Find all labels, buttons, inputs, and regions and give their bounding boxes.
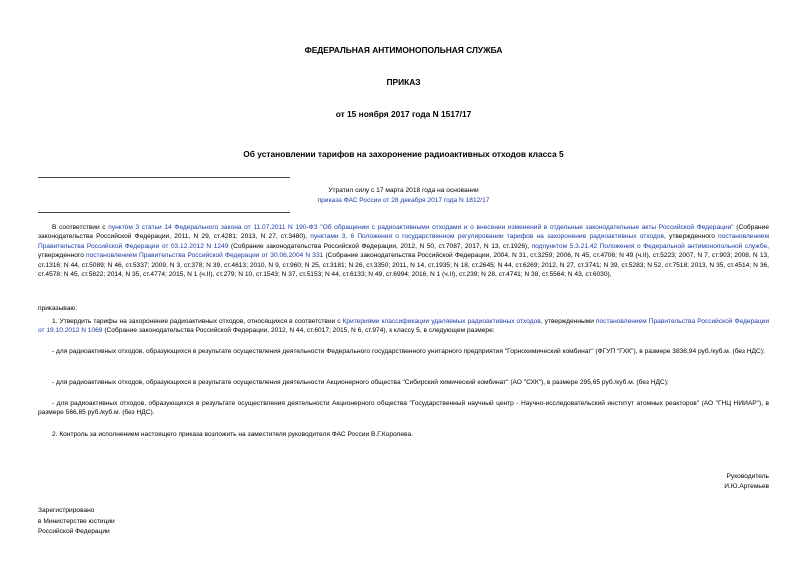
agency-name: ФЕДЕРАЛЬНАЯ АНТИМОНОПОЛЬНАЯ СЛУЖБА: [304, 45, 503, 55]
preamble-text-6: (Собрание законодательства Российской Федерации, 2004, N 31, ст.3259; 2006, N 45, ст.4706; N 49 (ч.II), ст.5223; 2007, N 7, ст.903; 2008, N 13, ст.1316; N 44, ст.5089; N 46, ст.5337; 2009, N 3, ст.378; N 39, ст.4613; 2010, N 9, ст.960; N 25, ст.3181; N 26, ст.3350; 2011, N 14, ст.1935; N 18, ст.2645; N 44, ст.6269; 2012, N 27, ст.3741; N 39, ст.5283; N 52, ст.7518; 2013, N 35, ст.4514; N 36, ст.4578; N 45, ст.5822; 2014, N 35, ст.4774; 2015, N 1 (ч.II), ст.279; N 10, ст.1543; N 37, ст.5153; N 44, ст.6133; N 49, ст.6994; 2016, N 1 (ч.II), ст.239; N 28, ст.4741; N 38, ст.5564; N 43, ст.6030),: [38, 252, 769, 279]
preamble-paragraph: [38, 223, 769, 279]
rate-item-ggk: - для радиоактивных отходов, образующихся в результате осуществления деятельности Федерального государственного унитарного предприятия "Горнохимический комбинат" (ФГУП "ГХК"), в размере 3836,94 руб./куб.м. (без НДС);: [52, 348, 765, 355]
resolution-1069-link[interactable]: постановлением Правительства Российской Федерации от 19.10.2012 N 1069: [38, 318, 770, 335]
preamble-text-2: (Собрание законодательства Российской Федерации, 2011, N 29, ст.4281; 2013, N 27, ст.3480),: [38, 224, 769, 241]
tariff-regulation-clause-link[interactable]: пунктами 3, 6 Положения о государственном регулировании тарифов на захоронение радиоактивных отходов: [310, 233, 665, 241]
fas-regulation-clause-link[interactable]: подпунктом 5.3.21.42 Положения о Федеральной антимонопольной службе: [531, 242, 768, 250]
rate-item-skhk: - для радиоактивных отходов, образующихся в результате осуществления деятельности Акционерного общества "Сибирский химический комбинат" (АО "СХК"), в размере 295,65 руб./куб.м. (без НДС);: [52, 379, 669, 386]
repeal-order-link[interactable]: приказа ФАС России от 28 декабря 2017 года N 1812/17: [317, 197, 490, 204]
signatory-role: Руководитель: [726, 473, 769, 480]
resolution-331-link[interactable]: постановлением Правительства Российской Федерации от 30.06.2004 N 331: [86, 252, 324, 260]
status-link-line: [0, 196, 807, 205]
resolution-1249-link[interactable]: постановлением Правительства Российской Федерации от 03.12.2012 N 1249: [38, 233, 769, 250]
status-note: Утратил силу с 17 марта 2018 года на основании: [328, 187, 479, 194]
item-1-text-1: 1. Утвердить тарифы на захоронение радиоактивных отходов, относящихся в соответствии с: [52, 318, 343, 325]
item-1-text-3: (Собрание законодательства Российской Федерации, 2012, N 44, ст.6017; 2015, N 6, ст.974), к классу 5, в следующем размере:: [102, 327, 495, 335]
registration-line-2: в Министерстве юстиции: [38, 518, 115, 525]
registration-line-3: Российской Федерации: [38, 528, 110, 535]
status-top-rule: [38, 177, 290, 178]
document-date-number: от 15 ноября 2017 года N 1517/17: [335, 109, 472, 119]
waste-classification-criteria-link[interactable]: Критериями классификации удаляемых радиоактивных отходов: [342, 318, 541, 325]
preamble-text-4: (Собрание законодательства Российской Федерации, 2012, N 50, ст.7087, 2017, N 13, ст.1926),: [228, 242, 532, 250]
registration-line-1: Зарегистрировано: [38, 507, 95, 514]
item-1-paragraph: [38, 317, 769, 336]
preamble-text-5: , утвержденного: [38, 242, 769, 260]
order-word: приказываю:: [38, 305, 78, 312]
status-bottom-rule: [38, 212, 290, 213]
item-1-text-2: , утвержденными: [540, 318, 596, 325]
item-2-paragraph: 2. Контроль за исполнением настоящего приказа возложить на заместителя руководителя ФАС России В.Г.Королева.: [52, 431, 413, 438]
law-190fz-link[interactable]: пунктом 3 статьи 14 Федерального закона от 11.07.2011 N 190-ФЗ "Об обращении с радиоактивными отходами и о внесении изменений в отдельные законодательные акты Российской Федерации": [108, 224, 734, 231]
signatory-name: И.Ю.Артемьев: [724, 483, 769, 490]
rate-item-niiar: - для радиоактивных отходов, образующихся в результате осуществления деятельности Акционерного общества "Государственный научный центр - Научно-исследовательский институт атомных реакторов" (АО "ГНЦ НИИАР"), в размере 566,85 руб./куб.м. (без НДС).: [38, 400, 769, 417]
document-type: ПРИКАЗ: [386, 77, 421, 87]
preamble-text-1: В соответствии с: [52, 224, 109, 231]
preamble-text-3: , утвержденного: [664, 233, 719, 241]
document-title: Об установлении тарифов на захоронение радиоактивных отходов класса 5: [243, 149, 564, 159]
